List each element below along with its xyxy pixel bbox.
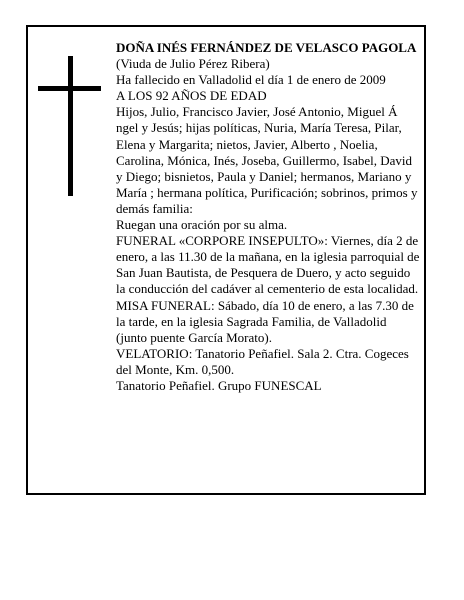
obituary-notice (26, 25, 426, 495)
wake-paragraph: VELATORIO: Tanatorio Peñafiel. Sala 2. Ctra. Cogeces del Monte, Km. 0,500. (116, 345, 409, 377)
widow-line: (Viuda de Julio Pérez Ribera) (116, 56, 270, 72)
age-line: A LOS 92 AÑOS DE EDAD (116, 88, 267, 104)
mass-paragraph: MISA FUNERAL: Sábado, día 10 de enero, a las 7.30 de la tarde, en la iglesia Sagrada Familia, de Valladolid (junto puente García Morato). (116, 297, 414, 345)
obituary-text (116, 40, 420, 394)
deceased-name: DOÑA INÉS FERNÁNDEZ DE VELASCO PAGOLA (116, 40, 417, 55)
funeral-paragraph: FUNERAL «CORPORE INSEPULTO»: Viernes, día 2 de enero, a las 11.30 de la mañana, en la iglesia parroquial de San Juan Bautista, de Pesquera de Duero, y acto seguido la conducción del cadáver al cementerio de esta localidad. (116, 233, 420, 297)
death-line: Ha fallecido en Valladolid el día 1 de enero de 2009 (116, 72, 386, 88)
family-paragraph: Hijos, Julio, Francisco Javier, José Antonio, Miguel Á ngel y Jesús; hijas políticas, Nuria, María Teresa, Pilar, Elena y Margarita; nietos, Javier, Alberto , Noelia, Carolina, Mónica, Inés, Joseba, Guillermo, Isabel, David y Diego; bisnietos, Paula y Daniel; hermanos, Mariano y María ; hermana política, Purificación; sobrinos, primos y demás familia: (116, 104, 418, 216)
prayer-line: Ruegan una oración por su alma. (116, 217, 288, 233)
funeral-home-line: Tanatorio Peñafiel. Grupo FUNESCAL (116, 377, 322, 393)
